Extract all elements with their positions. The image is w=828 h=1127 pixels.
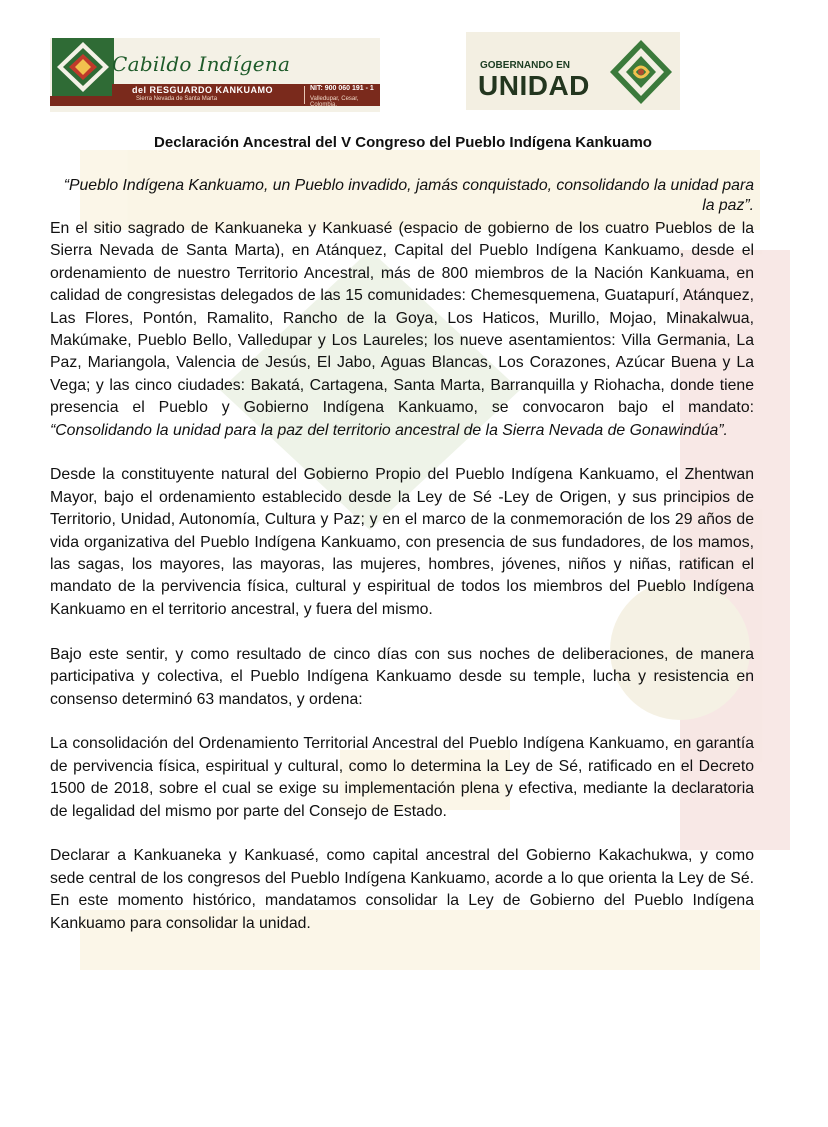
cabildo-title: Cabildo Indígena: [112, 52, 291, 76]
location-text: Valledupar, Cesar, Colombia.: [310, 96, 359, 108]
logo-stripe: [50, 96, 112, 106]
cabildo-indigena-logo: [50, 38, 380, 112]
paragraph-5: Declarar a Kankuaneka y Kankuasé, como capital ancestral del Gobierno Kakachukwa, y como sede central de los congresos del Pueblo Indígena Kankuamo, acorde a lo que orienta la Ley de Sé. En este momento histórico, mandatamos consolidar la Ley de Gobierno del Pueblo Indígena Kankuamo para consolidar la unidad.: [50, 847, 754, 932]
paragraph-1: [50, 218, 754, 442]
paragraph-4: La consolidación del Ordenamiento Territorial Ancestral del Pueblo Indígena Kankuamo, en garantía de pervivencia física, espiritual y cultural, como lo determina la Ley de Sé, ratificado en el Decreto 1500 de 2018, sobre el cual se exige su implementación plena y efectiva, mediante la declaratoria de legalidad del mismo por parte del Consejo de Estado.: [50, 735, 754, 820]
paragraph-3: Bajo este sentir, y como resultado de cinco días con sus noches de deliberaciones, de manera participativa y colectiva, el Pueblo Indígena Kankuamo desde su temple, lucha y resistencia en consenso determinó 63 mandatos, y ordena:: [50, 645, 754, 708]
band-divider: [304, 86, 305, 104]
document-header: [0, 0, 828, 120]
gobernando-en-unidad-logo: [466, 32, 680, 110]
document-body: [50, 218, 754, 957]
nit-text: NIT: 900 060 191 - 1: [310, 85, 374, 92]
sierra-text: Sierra Nevada de Santa Marta: [136, 96, 218, 102]
unidad-emblem-icon: [606, 38, 676, 106]
slogan-line-2: UNIDAD: [478, 70, 590, 101]
document-title: Declaración Ancestral del V Congreso del Pueblo Indígena Kankuamo: [154, 134, 652, 151]
logo-band: [112, 84, 380, 106]
paragraph-1-text: En el sitio sagrado de Kankuaneka y Kankuasé (espacio de gobierno de los cuatro Pueblos de la Sierra Nevada de Santa Marta), en Atánquez, Capital del Pueblo Indígena Kankuamo, desde el ordenamiento de nuestro Territorio Ancestral, más de 800 miembros de la Nación Kankuama, en calidad de congresistas delegados de las 15 comunidades: Chemesquemena, Guatapurí, Atánquez, Las Flores, Pontón, Ramalito, Rancho de la Goya, Los Haticos, Murillo, Mojao, Minakalwua, Makúmake, Pueblo Bello, Valledupar y Los Laureles; los nueve asentamientos: Villa Germania, La Paz, Mariangola, Valencia de Jesús, El Jabo, Aguas Blancas, Los Corazones, Azúcar Buena y La Vega; y las cinco ciudades: Bakatá, Cartagena, Santa Marta, Barranquilla y Riohacha, donde tiene presencia el Pueblo y Gobierno Indígena Kankuamo, se convocaron bajo el mandato:: [50, 220, 754, 417]
epigraph-quote: “Pueblo Indígena Kankuamo, un Pueblo invadido, jamás conquistado, consolidando la unidad para la paz”.: [63, 177, 754, 214]
resguardo-text: del RESGUARDO KANKUAMO: [132, 85, 274, 95]
paragraph-2: Desde la constituyente natural del Gobierno Propio del Pueblo Indígena Kankuamo, el Zhentwan Mayor, bajo el ordenamiento establecido desde la Ley de Sé -Ley de Origen, y sus principios de Territorio, Unidad, Autonomía, Cultura y Paz; y en el marco de la conmemoración de los 29 años de vida organizativa del Pueblo Indígena Kankuamo, con presencia de sus fundadores, de los mamos, las sagas, los mayores, las mayoras, las mujeres, hombres, jóvenes, niños y niñas, ratifican el mandato de la pervivencia física, cultural y espiritual de todos los miembros del Pueblo Indígena Kankuamo en el territorio ancestral, y fuera del mismo.: [50, 466, 754, 618]
mandate-quote: “Consolidando la unidad para la paz del territorio ancestral de la Sierra Nevada de Gonawindúa”.: [50, 421, 728, 439]
slogan-line-1: GOBERNANDO EN: [480, 60, 571, 71]
